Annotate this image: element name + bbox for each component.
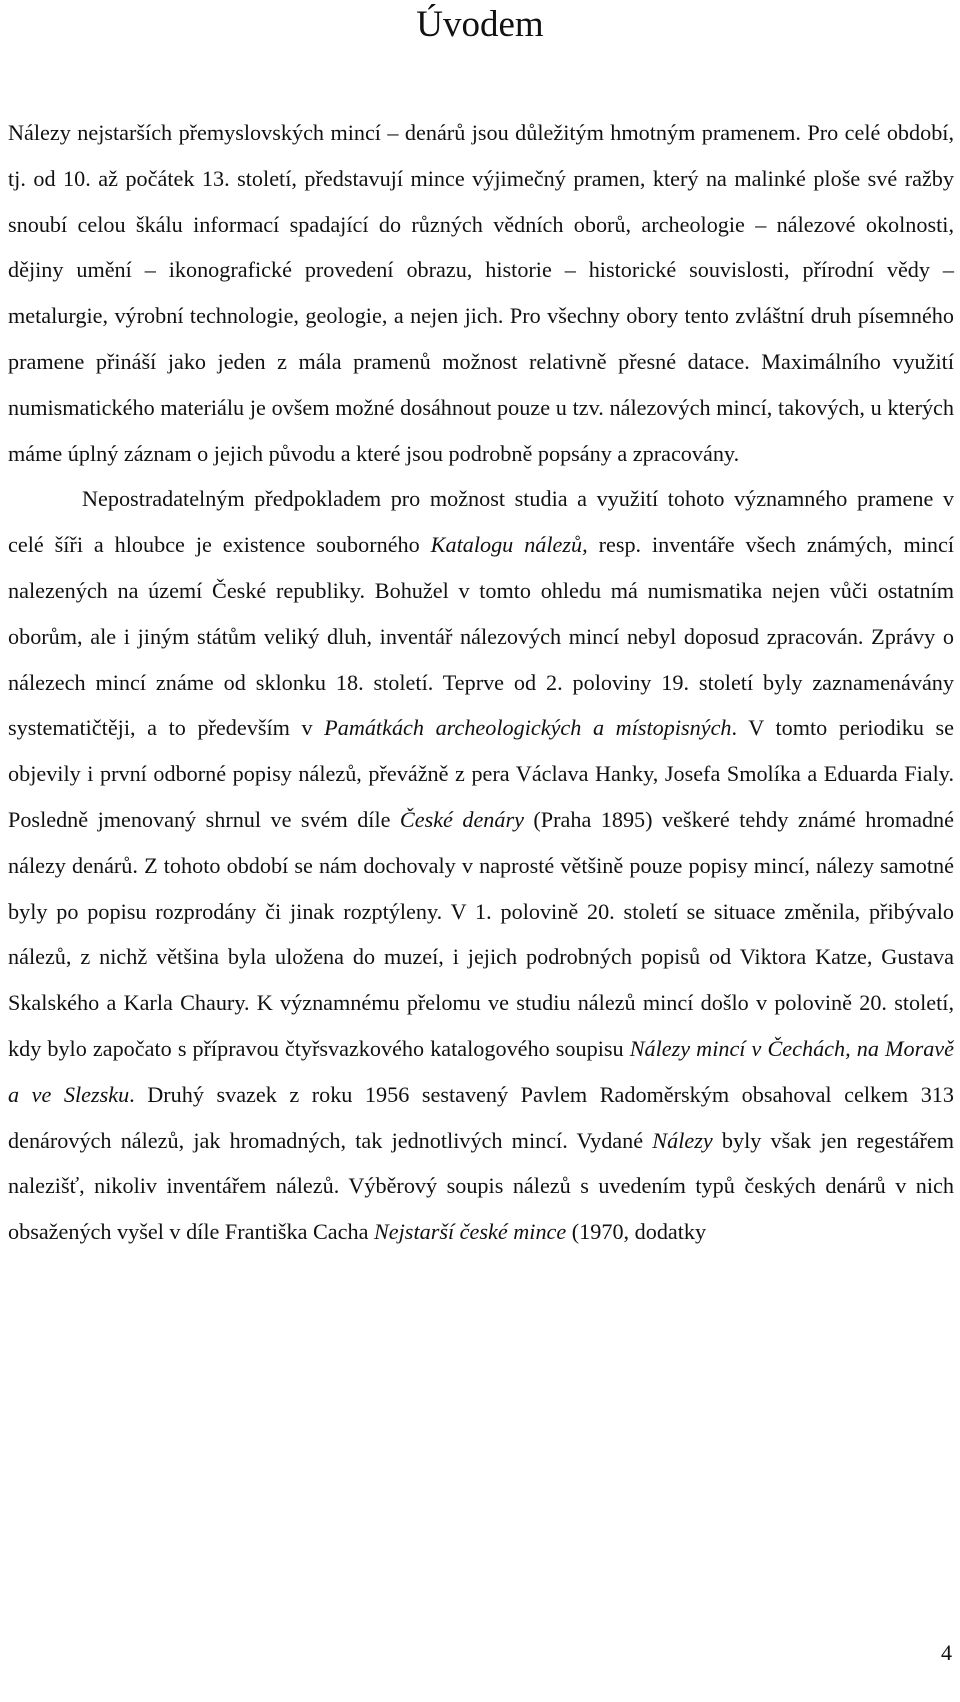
- italic-title-nalezy-minci: Nálezy mincí v Čechách, na Moravě a ve Slezsku: [8, 1035, 955, 1107]
- italic-title-katalog: Katalogu nálezů,: [430, 532, 588, 558]
- italic-title-nejstarsi-ceske-mince: Nejstarší české mince: [374, 1219, 567, 1245]
- paragraph-1: Nálezy nejstarších přemyslovských mincí – denárů jsou důležitým hmotným pramenem. Pro celé období, tj. od 10. až počátek 13. století, představují mince výjimečný pramen, který na malinké ploše své ražby snoubí celou škálu informací spadající do různých vědních oborů, archeologie – nálezové okolnosti, dějiny umění – ikonografické provedení obrazu, historie – historické souvislosti, přírodní vědy – metalurgie, výrobní technologie, geologie, a nejen jich. Pro všechny obory tento zvláštní druh písemného pramene přináší jako jeden z mála pramenů možnost relativně přesné datace. Maximálního využití numismatického materiálu je ovšem možné dosáhnout pouze u tzv. nálezových mincí, takových, u kterých máme úplný záznam o jejich původu a které jsou podrobně popsány a zpracovány.: [8, 120, 954, 466]
- text-run: (1970, dodatky: [566, 1219, 707, 1245]
- body-text: [8, 110, 954, 1255]
- text-run: resp. inventáře všech známých, mincí nalezených na území České republiky. Bohužel v tomto ohledu má numismatika nejen vůči ostatním oborům, ale i jiným státům veliký dluh, inventář nálezových mincí nebyl doposud zpracován. Zprávy o nálezech mincí známe od sklonku 18. století. Teprve od 2. poloviny 19. století byly zaznamenávány systematičtěji, a to především v: [8, 532, 954, 741]
- italic-title-ceske-denary: České denáry: [399, 806, 524, 832]
- page-title: Úvodem: [416, 4, 544, 45]
- text-run: (Praha 1895) veškeré tehdy známé hromadné nálezy denárů. Z tohoto období se nám dochovaly v naprosté většině pouze popisy mincí, nálezy samotné byly po popisu rozprodány či jinak rozptýleny. V 1. polovině 20. století se situace změnila, přibývalo nálezů, z nichž většina byla uložena do muzeí, i jejich podrobných popisů od Viktora Katze, Gustava Skalského a Karla Chaury. K významnému přelomu ve studiu nálezů mincí došlo v polovině 20. století, kdy bylo započato s přípravou čtyřsvazkového katalogového soupisu: [8, 806, 954, 1061]
- text-run: . Druhý svazek z roku 1956 sestavený Pavlem Radoměrským obsahoval celkem 313 denárových nálezů, jak hromadných, tak jednotlivých mincí. Vydané: [8, 1081, 954, 1153]
- paragraph-2: [8, 476, 954, 1255]
- italic-title-nalezy: Nálezy: [652, 1127, 713, 1153]
- page-number: 4: [941, 1640, 952, 1665]
- text-run: Nepostradatelným předpokladem pro možnost studia a využití tohoto významného pramene v celé šíři a hloubce je existence souborného: [8, 486, 954, 558]
- text-run: . V tomto periodiku se objevily i první odborné popisy nálezů, převážně z pera Václava Hanky, Josefa Smolíka a Eduarda Fialy. Posledně jmenovaný shrnul ve svém díle: [8, 715, 954, 832]
- italic-title-pamatky: Památkách archeologických a místopisných: [324, 715, 732, 741]
- text-run: byly však jen regestářem nalezišť, nikoliv inventářem nálezů. Výběrový soupis nálezů s uvedením typů českých denárů v nich obsažených vyšel v díle Františka Cacha: [8, 1127, 955, 1245]
